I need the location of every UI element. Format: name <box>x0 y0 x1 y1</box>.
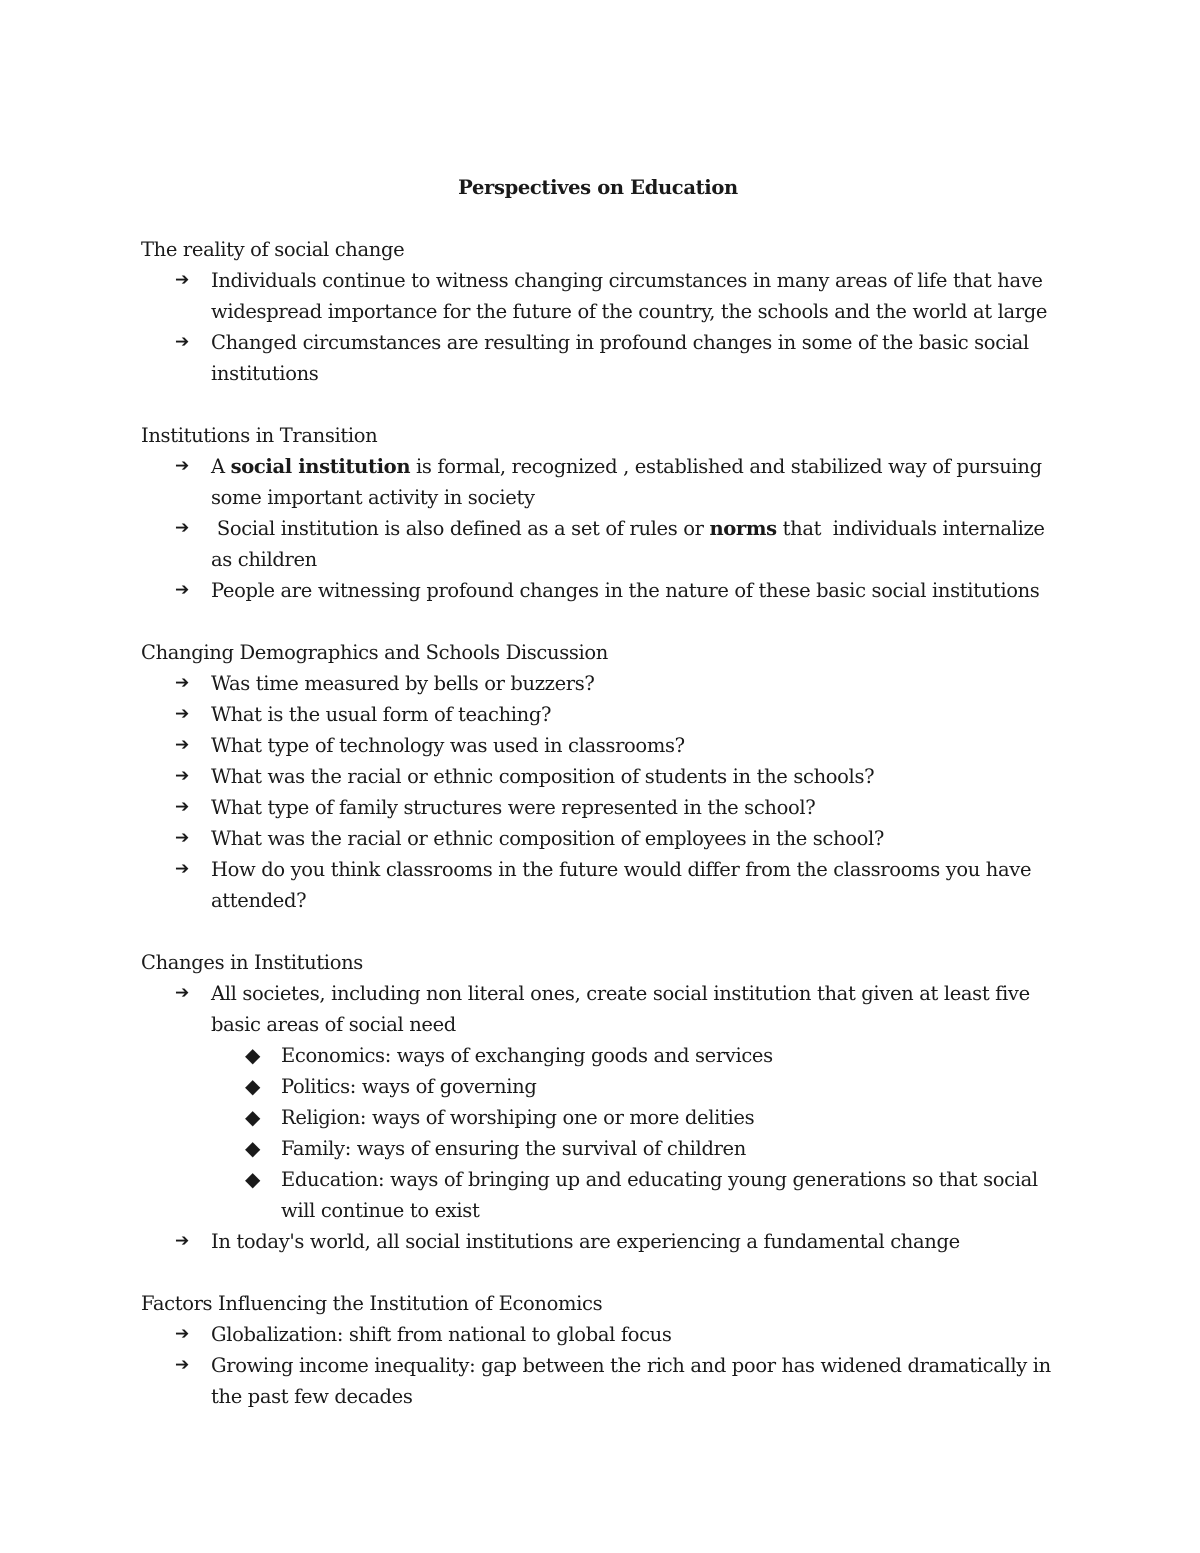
diamond-icon: ◆ <box>245 1074 261 1098</box>
list-item-text-pre: Social institution is also defined as a set of rules or <box>211 517 710 540</box>
arrow-icon: ➔ <box>175 673 189 693</box>
arrow-icon: ➔ <box>175 580 189 600</box>
list-item <box>175 730 1071 761</box>
list-item-text: Globalization: shift from national to global focus <box>211 1323 672 1346</box>
bullet-list <box>141 265 1071 389</box>
bullet-list <box>141 668 1071 916</box>
arrow-icon: ➔ <box>175 828 189 848</box>
list-item-text: All societes, including non literal ones, create social institution that given at least five basic areas of social need <box>211 982 1030 1036</box>
arrow-icon: ➔ <box>175 1231 189 1251</box>
diamond-icon: ◆ <box>245 1043 261 1067</box>
sub-list-item-text: Economics: ways of exchanging goods and services <box>281 1044 773 1067</box>
sub-list-item-text: Education: ways of bringing up and educating young generations so that social will continue to exist <box>281 1168 1038 1222</box>
list-item <box>175 823 1071 854</box>
list-item-text: People are witnessing profound changes in the nature of these basic social institutions <box>211 579 1040 602</box>
list-item-text: What was the racial or ethnic composition of employees in the school? <box>211 827 884 850</box>
arrow-icon: ➔ <box>175 735 189 755</box>
arrow-icon: ➔ <box>175 859 189 879</box>
section-changing-demographics <box>141 637 1071 916</box>
document-title: Perspectives on Education <box>458 176 738 199</box>
list-item <box>175 668 1071 699</box>
list-item-text: How do you think classrooms in the future would differ from the classrooms you have attended? <box>211 858 1032 912</box>
section-institutions-in-transition <box>141 420 1071 606</box>
list-item-text-post: is formal, recognized , established and stabilized way of pursuing some important activity in society <box>211 455 1042 509</box>
section-heading: Changes in Institutions <box>141 951 363 974</box>
list-item <box>175 1226 1071 1257</box>
section-reality-of-social-change <box>141 234 1071 389</box>
list-item-text: Individuals continue to witness changing circumstances in many areas of life that have widespread importance for the future of the country, the schools and the world at large <box>211 269 1048 323</box>
list-item-text: What is the usual form of teaching? <box>211 703 552 726</box>
sub-list-item <box>245 1164 1071 1226</box>
arrow-icon: ➔ <box>175 766 189 786</box>
list-item <box>175 513 1071 575</box>
arrow-icon: ➔ <box>175 983 189 1003</box>
list-item <box>175 1350 1071 1412</box>
arrow-icon: ➔ <box>175 518 189 538</box>
list-item <box>175 1319 1071 1350</box>
list-item-text: What type of family structures were represented in the school? <box>211 796 816 819</box>
diamond-icon: ◆ <box>245 1105 261 1129</box>
list-item-text: In today's world, all social institutions are experiencing a fundamental change <box>211 1230 960 1253</box>
list-item <box>175 265 1071 327</box>
sub-list-item <box>245 1133 1071 1164</box>
diamond-icon: ◆ <box>245 1136 261 1160</box>
list-item <box>175 761 1071 792</box>
sub-list-item <box>245 1040 1071 1071</box>
arrow-icon: ➔ <box>175 1355 189 1375</box>
arrow-icon: ➔ <box>175 270 189 290</box>
list-item-text: Was time measured by bells or buzzers? <box>211 672 595 695</box>
list-item-text: Changed circumstances are resulting in profound changes in some of the basic social institutions <box>211 331 1029 385</box>
list-item-text: What type of technology was used in classrooms? <box>211 734 685 757</box>
list-item-text: Growing income inequality: gap between the rich and poor has widened dramatically in the past few decades <box>211 1354 1051 1408</box>
list-item <box>175 699 1071 730</box>
arrow-icon: ➔ <box>175 704 189 724</box>
term-social-institution: social institution <box>230 455 411 478</box>
bullet-list <box>141 1319 1071 1412</box>
list-item <box>175 854 1071 916</box>
sub-bullet-list <box>211 1040 1071 1226</box>
bullet-list <box>141 978 1071 1257</box>
sub-list-item-text: Religion: ways of worshiping one or more delities <box>281 1106 755 1129</box>
arrow-icon: ➔ <box>175 456 189 476</box>
list-item <box>175 978 1071 1226</box>
arrow-icon: ➔ <box>175 797 189 817</box>
section-heading: Changing Demographics and Schools Discussion <box>141 641 608 664</box>
arrow-icon: ➔ <box>175 332 189 352</box>
list-item-text-pre: A <box>211 455 231 478</box>
list-item <box>175 451 1071 513</box>
sub-list-item-text: Politics: ways of governing <box>281 1075 537 1098</box>
section-heading: Factors Influencing the Institution of Economics <box>141 1292 603 1315</box>
diamond-icon: ◆ <box>245 1167 261 1191</box>
bullet-list <box>141 451 1071 606</box>
list-item <box>175 327 1071 389</box>
section-changes-in-institutions <box>141 947 1071 1257</box>
arrow-icon: ➔ <box>175 1324 189 1344</box>
sub-list-item-text: Family: ways of ensuring the survival of children <box>281 1137 746 1160</box>
sub-list-item <box>245 1071 1071 1102</box>
sub-list-item <box>245 1102 1071 1133</box>
section-heading: The reality of social change <box>141 238 405 261</box>
section-heading: Institutions in Transition <box>141 424 378 447</box>
document-page <box>141 172 1071 1443</box>
list-item-text-post: that individuals internalize as children <box>211 517 1051 571</box>
list-item <box>175 575 1071 606</box>
section-factors-economics <box>141 1288 1071 1412</box>
list-item <box>175 792 1071 823</box>
list-item-text: What was the racial or ethnic composition of students in the schools? <box>211 765 875 788</box>
term-norms: norms <box>709 517 777 540</box>
